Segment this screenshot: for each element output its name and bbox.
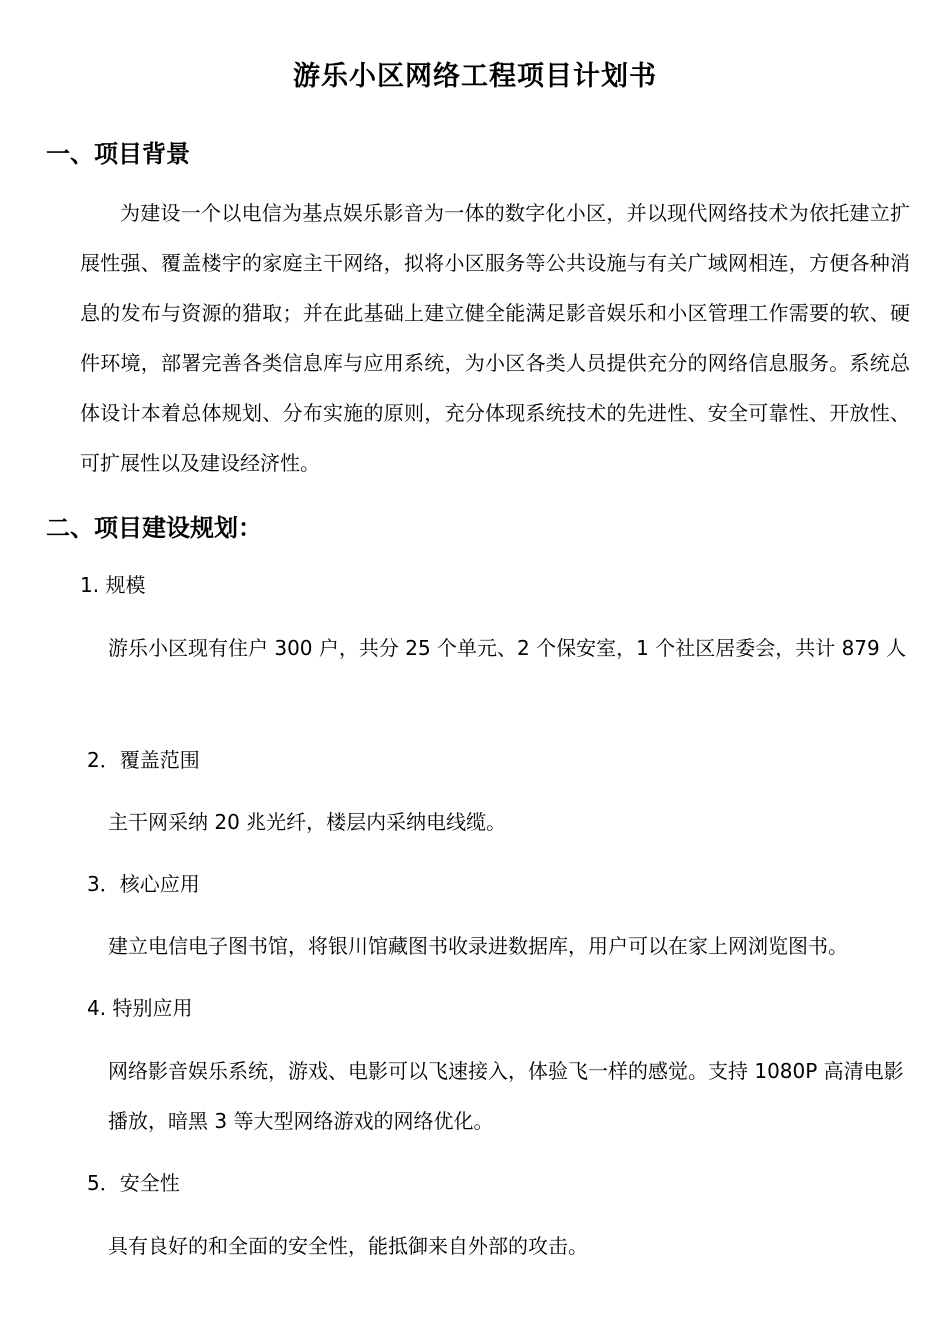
item-heading-coverage: 2．覆盖范围 bbox=[87, 748, 200, 772]
item-body-scale: 游乐小区现有住户 300 户，共分 25 个单元、2 个保安室，1 个社区居委会，共计 879 人 bbox=[108, 636, 907, 660]
item-body-security: 具有良好的和全面的安全性，能抵御来自外部的攻击。 bbox=[108, 1234, 588, 1258]
document-title: 游乐小区网络工程项目计划书 bbox=[293, 61, 657, 92]
item-body-coverage: 主干网采纳 20 兆光纤，楼层内采纳电线缆。 bbox=[108, 810, 507, 834]
item-body-special-app: 网络影音娱乐系统，游戏、电影可以飞速接入，体验飞一样的感觉。支持 1080P 高清电影播放，暗黑 3 等大型网络游戏的网络优化。 bbox=[108, 1059, 904, 1133]
section-heading-planning: 二、项目建设规划： bbox=[46, 514, 262, 542]
item-heading-core-app: 3．核心应用 bbox=[87, 872, 200, 896]
item-heading-security: 5．安全性 bbox=[87, 1171, 180, 1195]
item-body-core-app: 建立电信电子图书馆，将银川馆藏图书收录进数据库，用户可以在家上网浏览图书。 bbox=[108, 934, 848, 958]
item-heading-special-app: 4. 特别应用 bbox=[87, 996, 193, 1020]
background-paragraph: 为建设一个以电信为基点娱乐影音为一体的数字化小区，并以现代网络技术为依托建立扩展性强、覆盖楼宇的家庭主干网络，拟将小区服务等公共设施与有关广域网相连，方便各种消息的发布与资源的猎取；并在此基础上建立健全能满足影音娱乐和小区管理工作需要的软、硬件环境，部署完善各类信息库与应用系统，为小区各类人员提供充分的网络信息服务。系统总体设计本着总体规划、分布实施的原则，充分体现系统技术的先进性、安全可靠性、开放性、可扩展性以及建设经济性。 bbox=[80, 201, 910, 475]
section-heading-background: 一、项目背景 bbox=[46, 140, 190, 168]
item-heading-scale: 1. 规模 bbox=[80, 573, 146, 597]
